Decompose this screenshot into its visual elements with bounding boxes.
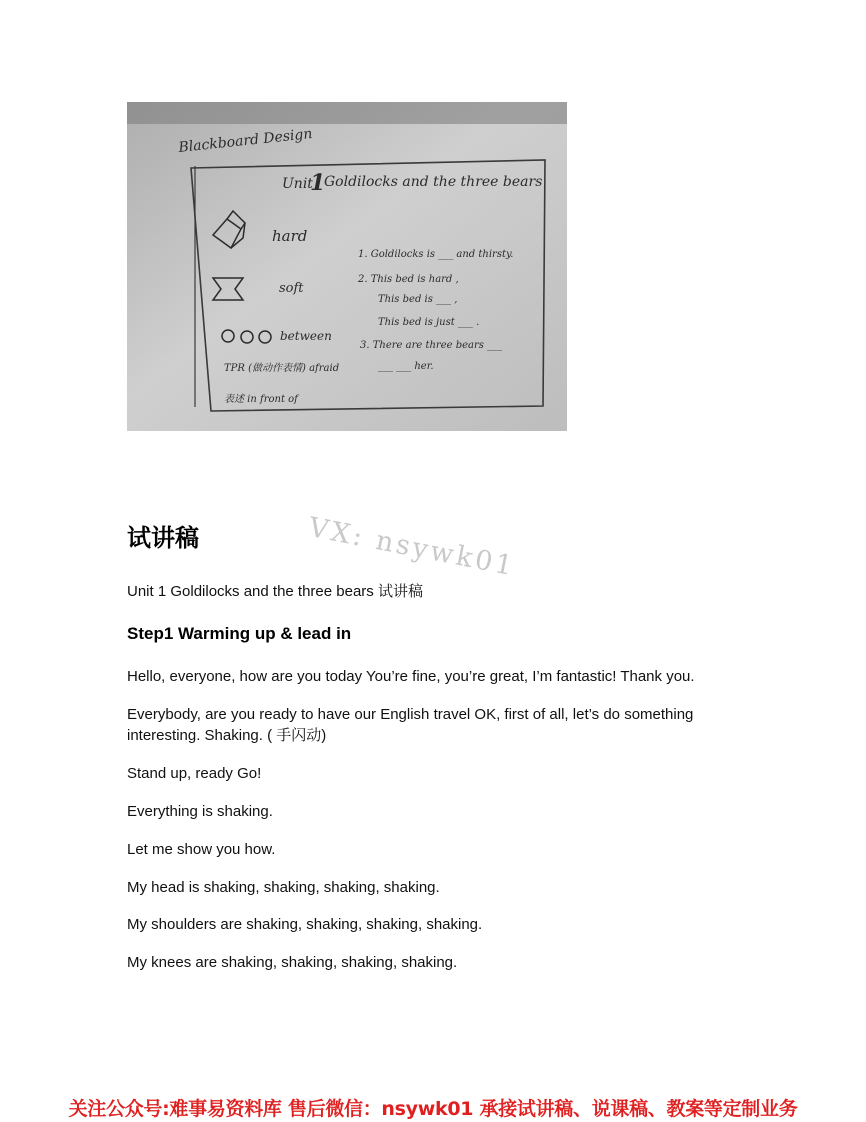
page-title: 试讲稿: [127, 524, 199, 552]
step1-heading: Step1 Warming up & lead in: [127, 624, 352, 643]
vocab-soft: soft: [279, 281, 304, 296]
sentence-3a: 3. There are three bears ___: [360, 340, 503, 351]
vocab-between: between: [280, 329, 332, 343]
sentence-1: 1. Goldilocks is ___ and thirsty.: [358, 249, 514, 260]
sentence-2a: 2. This bed is hard ,: [358, 274, 459, 285]
paragraph: Stand up, ready Go!: [127, 765, 262, 782]
blackboard-design-photo: [127, 102, 567, 431]
vocab-in-front-of: 表述 in front of: [224, 394, 298, 405]
blackboard-heading: Blackboard Design: [177, 126, 314, 156]
unit-label: Unit: [282, 176, 313, 192]
vocab-hard: hard: [272, 227, 308, 245]
paragraph: Let me show you how.: [127, 841, 276, 858]
paragraph: Hello, everyone, how are you today You’re fine, you’re great, I’m fantastic! Thank you.: [127, 668, 695, 685]
sentence-2b: This bed is ___ ,: [378, 294, 458, 305]
paragraph: My head is shaking, shaking, shaking, shaking.: [127, 879, 440, 896]
paragraph: Everything is shaking.: [127, 803, 273, 820]
footer-banner: 关注公众号:难事易资料库 售后微信：nsywk01 承接试讲稿、说课稿、教案等定制业务: [68, 1098, 798, 1120]
document-subtitle: Unit 1 Goldilocks and the three bears 试讲稿: [127, 583, 423, 600]
paragraph: My shoulders are shaking, shaking, shaking, shaking.: [127, 916, 483, 933]
watermark: VX: nsywk01: [306, 512, 518, 583]
sentence-3b: ___ ___ her.: [378, 361, 434, 372]
paragraph: Everybody, are you ready to have our English travel OK, first of all, let’s do something interesting. Shaking. ( 手闪动): [127, 706, 694, 744]
vocab-afraid: TPR (做动作表情) afraid: [224, 363, 340, 374]
paragraph: My knees are shaking, shaking, shaking, shaking.: [127, 954, 458, 971]
unit-number: 1: [310, 170, 326, 196]
sentence-2c: This bed is just ___ .: [378, 317, 480, 328]
unit-title: Goldilocks and the three bears: [324, 174, 543, 190]
